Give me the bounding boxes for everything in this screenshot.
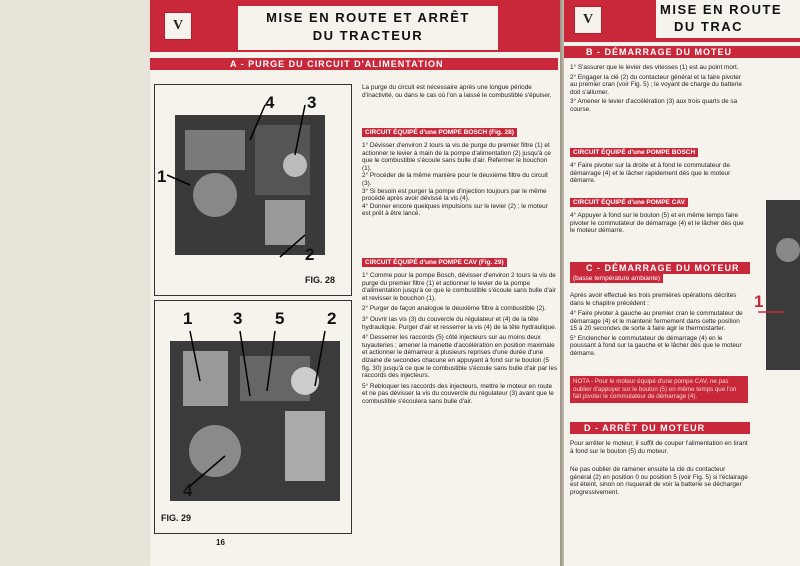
fig28-callout: 2 [305, 245, 315, 264]
section-c-subtitle: (basse température ambiante) [570, 274, 663, 283]
note-box: NOTA - Pour le moteur équipé d'une pompe CAV, ne pas oublier d'appuyer sur le bouton (5) en même temps que l'on fait pivoter le commutateur de démarrage (4). [570, 376, 748, 403]
bosch-step: 3° Si besoin est purger la pompe d'injection toujours par le même procédé après avoir dévissé la vis (4). [362, 187, 547, 203]
c-step: 5° Enclencher le commutateur de démarrage (4) en le poussant à fond sur la gauche et le lâcher dès que le moteur démarre. [570, 334, 742, 357]
fig29-label: FIG. 29 [161, 513, 192, 523]
subheading-cav: CIRCUIT ÉQUIPÉ d'une POMPE CAV [570, 198, 688, 207]
figure-29 [154, 300, 352, 534]
title-panel [656, 0, 800, 38]
partial-figure [754, 190, 800, 370]
left-page [150, 0, 562, 566]
cav-step: 1° Comme pour la pompe Bosch, dévisser d'environ 2 tours la vis de purge du premier filtre (1) et actionner le levier de la pompe d'alimentation jusqu'à ce que le combustible s'écoule sans bulle d'air et revisser le bouchon (1). [362, 272, 556, 302]
subheading-bosch: CIRCUIT ÉQUIPÉ d'une POMPE BOSCH (Fig. 28) [362, 128, 517, 137]
intro-text: La purge du circuit est nécessaire après une longue période d'inactivité, ou dans le cas où l'on a laissé le combustible s'épuiser. [362, 84, 552, 99]
fig29-callout: 3 [233, 309, 243, 328]
b-steps [570, 64, 748, 114]
cav-step: 5° Rebloquer les raccords des injecteurs, mettre le moteur en route et ne pas dévisser la vis du couvercle du régulateur (3) avant que le combustible s'écoulera sans bulle d'air. [362, 382, 554, 405]
subheading-bosch: CIRCUIT ÉQUIPÉ d'une POMPE BOSCH [570, 148, 698, 157]
fig28-callout: 3 [307, 93, 317, 112]
b-step: 3° Amener le levier d'accélération (3) aux trois quarts de sa course. [570, 98, 738, 113]
section-b-heading: B - DÉMARRAGE DU MOTEU [564, 46, 800, 58]
figure-28 [154, 84, 352, 296]
bosch-step: 1° Dévisser d'environ 2 tours la vis de purge du premier filtre (1) et actionner le levier à main de la pompe d'alimentation (2) jusqu'à ce que le combustible s'écoule sans bulle d'air. Refermer le bouchon (1). [362, 142, 551, 172]
bosch-step: 2° Procéder de la même manière pour le deuxième filtre du circuit (3). [362, 172, 548, 187]
fig28-callout: 1 [157, 167, 167, 186]
b-step: 2° Engager la clé (2) du contacteur général et la faire pivoter au premier cran (voir Fig. 5) ; le voyant de charge du batterie doit s'allumer. [570, 73, 742, 96]
engine-illustration-28 [155, 85, 351, 265]
page-title-line1: MISE EN ROUTE [660, 2, 783, 17]
section-a-heading: A - PURGE DU CIRCUIT D'ALIMENTATION [150, 58, 558, 70]
subheading-cav: CIRCUIT ÉQUIPÉ d'une POMPE CAV (Fig. 29) [362, 258, 507, 267]
edge-callout: 1 [754, 292, 764, 311]
cav-steps [362, 272, 558, 406]
page-title-line1: MISE EN ROUTE ET ARRÊT [266, 10, 470, 25]
c-step: 4° Faire pivoter à gauche au premier cran le commutateur de démarrage (4) et le maintenir fermement dans cette position 15 à 20 secondes de sorte à faire agir le thermostarter. [570, 310, 743, 333]
engine-illustration-29 [155, 301, 351, 506]
page-number: 16 [216, 538, 225, 547]
fig29-callout: 4 [183, 481, 193, 500]
d-text: Pour arrêter le moteur, il suffit de couper l'alimentation en tirant à fond sur le bouton (5) du moteur. [570, 440, 748, 455]
cav-step: 4° Desserrer les raccords (5) côté injecteurs sur au moins deux tuyauteries ; amener la manette d'accélération en position maximale et actionner le démarreur à plusieurs reprises d'une durée d'une dizaine de secondes chacune en appuyant à fond sur le bouton (5 fig. 30) jusqu'à ce que le combustible s'écoule sans bulle d'air par les raccords des injecteurs. [362, 334, 558, 380]
bosch-steps [362, 142, 558, 218]
bosch-step: 4° Faire pivoter sur la droite et à fond le commutateur de démarrage (4) et le lâcher rapidement dès que le moteur démarre. [570, 162, 731, 185]
fig28-label: FIG. 28 [305, 275, 336, 285]
page-title-line2: DU TRACTEUR [312, 28, 424, 43]
section-c-heading: C - DÉMARRAGE DU MOTEUR [570, 262, 750, 274]
fig29-callout: 5 [275, 309, 285, 328]
page-title-line2: DU TRAC [674, 19, 743, 34]
chapter-badge: V [574, 6, 602, 34]
b-step: 1° S'assurer que le levier des vitesses (1) est au point mort. [570, 64, 739, 71]
fig29-callout: 1 [183, 309, 193, 328]
cav-step: 4° Appuyer à fond sur le bouton (5) et en même temps faire pivoter le commutateur de démarrage (4) et le lâcher dès que le moteur démarre. [570, 212, 744, 235]
cav-step: 3° Ouvrir las vis (3) du couvercle du régulateur et (4) de la tête hydraulique. Purger d'air et resserrer la vis (4) de la tête hydraulique. [362, 315, 557, 331]
title-panel [238, 6, 498, 50]
fig29-callout: 2 [327, 309, 337, 328]
c-intro: Après avoir effectué les trois premières opérations décrites dans le chapitre précédent : [570, 292, 737, 307]
chapter-badge: V [164, 12, 192, 40]
c-steps [570, 310, 748, 358]
right-page [564, 0, 800, 566]
cav-step: 2° Purger de façon analogue le deuxième filtre à combustible (2). [362, 305, 547, 313]
bosch-step: 4° Donner encore quelques impulsions sur le levier (2) ; le moteur est prêt à être lancé. [362, 202, 548, 218]
d-text-2: Ne pas oublier de ramener ensuite la clé du contacteur général (2) en position 0 ou position 5 (voir Fig. 5) si l'éclairage est éteint, sinon on risquerait de voir la batterie se décharger progressivement. [570, 466, 748, 496]
section-d-heading: D - ARRÊT DU MOTEUR [570, 422, 750, 434]
fig28-callout: 4 [265, 93, 275, 112]
